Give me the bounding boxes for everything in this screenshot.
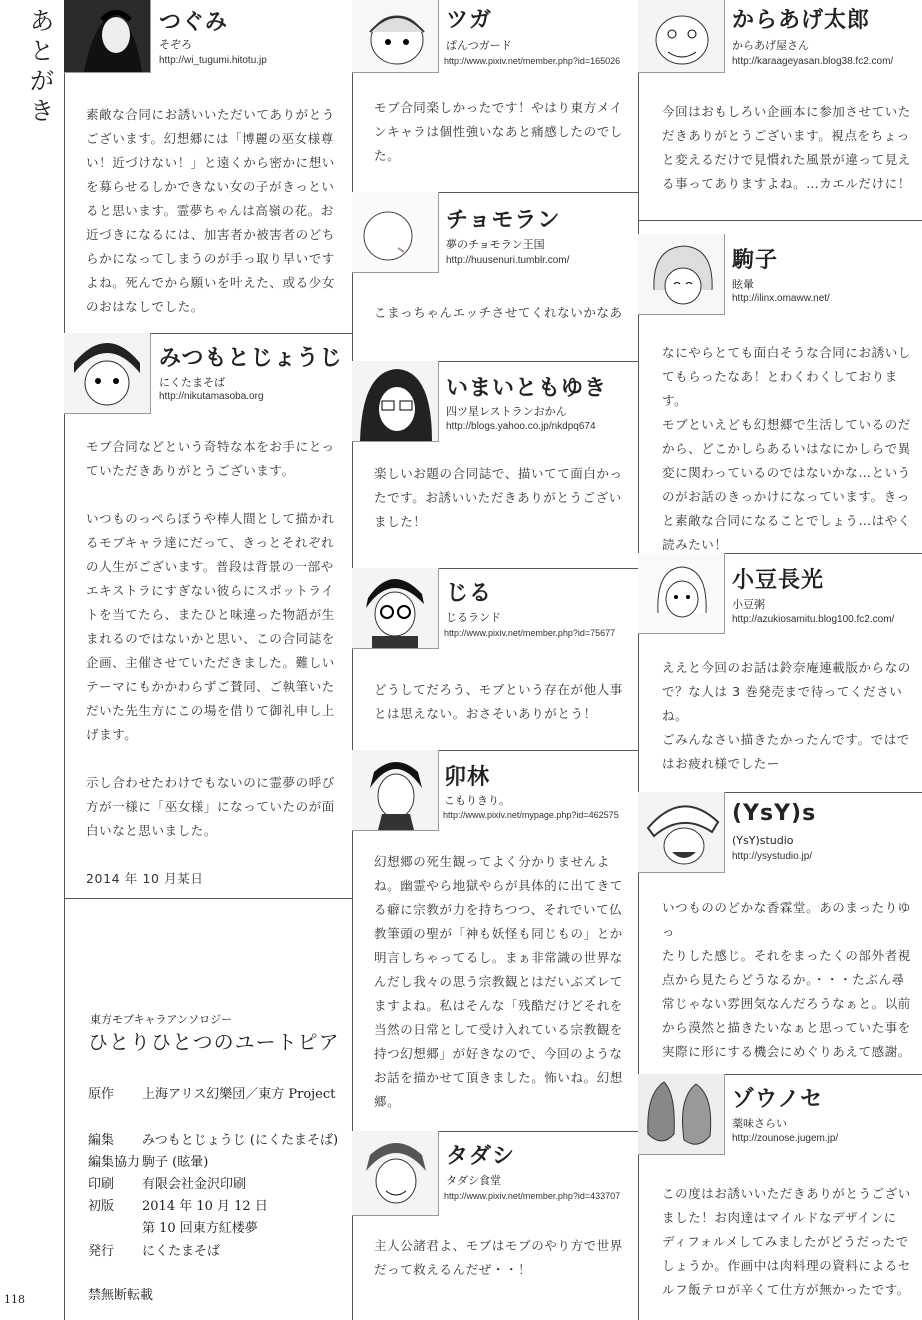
author-portrait-icon [638, 0, 725, 73]
contributor-name: ゾウノセ [732, 1087, 824, 1112]
circle-name: タダシ食堂 [446, 1174, 501, 1187]
contributor-url[interactable]: http://zounose.jugem.jp/ [732, 1133, 839, 1144]
colophon-row: 発行 にくたまそば [88, 1244, 221, 1259]
circle-name: 薬味さらい [732, 1117, 787, 1130]
comment-text: なにやらとても面白そうな合同にお誘いし てもらったなあ！とわくわくしております。 モブといえども幻想郷で生活しているのだ から、どこかしらあるいはなにかしらで異 変に関わっているのではないかな…という のがお話のきっかけになっています。きっ と素敵な合同になることでしょう…はやく 読みたい！ [662, 345, 911, 552]
book-series: 東方モブキャラアンソロジー [90, 1013, 233, 1026]
contributor-url[interactable]: http://nikutamasoba.org [159, 391, 264, 402]
book-title: ひとりひとつのユートピア [88, 1030, 340, 1054]
author-portrait-icon [638, 234, 725, 315]
contributor-url[interactable]: http://azukiosamitu.blog100.fc2.com/ [732, 614, 895, 625]
author-portrait-icon [352, 192, 439, 273]
circle-name: にくたまそば [159, 376, 225, 389]
comment-text: 素敵な合同にお誘いいただいてありがとう ございます。幻想郷には「博麗の巫女様尊 い！近づけない！」と遠くから密かに想い を募らせるしかできない女の子がきっとい ると思います。霊夢ちゃんは高嶺の花。お 近づきになるには、加害者か被害者のどち らかになってしまうのが手っ取り早いです よね。死んでから願いを叶えた、或る少女 のおはなしでした。 [86, 107, 335, 314]
comment-text: こまっちゃんエッチさせてくれないかなあ [374, 305, 623, 320]
meat-illustration-icon [638, 1074, 725, 1155]
contributor-url[interactable]: http://www.pixiv.net/member.php?id=433707 [444, 1191, 621, 1201]
contributor-name: 駒子 [732, 248, 779, 273]
circle-name: 小豆粥 [732, 598, 765, 611]
colophon-row: 原作 上海アリス幻樂団／東方 Project [88, 1087, 336, 1102]
author-portrait-icon [352, 568, 439, 649]
comment-text: 今回はおもしろい企画本に参加させていた だきありがとうございます。視点をちょっ と変えるだけで見慣れた風景が違って見え る事ってありますよね。…カエルだけに！ [662, 104, 911, 191]
author-portrait-icon [352, 1131, 439, 1216]
colophon-row: 第 10 回東方紅楼夢 [142, 1221, 258, 1236]
author-portrait-icon [64, 333, 151, 414]
colophon-row: 印刷 有限会社金沢印刷 [88, 1177, 247, 1192]
circle-name: 四ツ星レストランおかん [446, 405, 567, 418]
comment-text: モブ合同などという奇特な本をお手にとっ ていただきありがとうございます。 いつものっぺらぼうや棒人間として描かれ るモブキャラ達にだって、きっとそれぞれ の人生がございます。普段は背景の一部や エキストラにすぎない彼らにスポットライ トを当てたら、またひと味違った物語が生 まれるのではないかと思い、この合同誌を 企画、主催させていただきました。難しい テーマにもかかわらずご賛同、ご執筆いた だいた先生方にこの場を借りて御礼申し上 げます。 示し合わせたわけでもないのに霊夢の呼び 方が一様に「巫女様」になっていたのが面 白いなと思いました。 2014 年 10 月某日 [86, 439, 335, 886]
page-number: 118 [4, 1293, 25, 1306]
circle-name: じるランド [446, 611, 501, 624]
contributor-name: (YsY)s [732, 801, 817, 826]
author-portrait-icon [638, 553, 725, 634]
afterword-title: あ と が き [30, 7, 54, 125]
contributor-name: タダシ [446, 1144, 516, 1169]
contributor-url[interactable]: http://wi_tugumi.hitotu.jp [159, 55, 267, 66]
contributor-url[interactable]: http://huusenuri.tumblr.com/ [446, 255, 570, 266]
contributor-name: チョモラン [446, 208, 561, 233]
contributor-name: 小豆長光 [732, 568, 825, 593]
comment-text: 楽しいお題の合同誌で、描いてて面白かっ たです。お誘いいただきありがとうござい ました！ [374, 466, 623, 529]
colophon-row: 編集協力 駒子 (眩暈) [88, 1155, 209, 1170]
author-portrait-icon [352, 361, 439, 442]
contributor-name: じる [446, 581, 493, 606]
contributor-name: いまいともゆき [446, 376, 608, 401]
contributor-name: つぐみ [159, 10, 229, 35]
colophon-row: 編集 みつもとじょうじ (にくたまそば) [88, 1133, 339, 1148]
author-portrait-icon [638, 792, 725, 873]
contributor-name: みつもとじょうじ [159, 346, 343, 371]
circle-name: (YsY)studio [732, 834, 794, 847]
comment-text: 主人公諸君よ、モブはモブのやり方で世界 だって救えるんだぜ・・！ [374, 1238, 623, 1277]
circle-name: こもりきり。 [444, 794, 510, 807]
author-portrait-icon [64, 0, 151, 73]
comment-text: モブ合同楽しかったです！やはり東方メイ ンキャラは個性強いなあと痛感したのでし た。 [374, 100, 623, 163]
comment-text: いつもののどかな香霖堂。あのまったりゆっ たりした感じ。それをまったくの部外者視 点から見たらどうなるか。・・・たぶん尋 常じゃない雰囲気なんだろうなぁと。以前 から漠然と描きたいなぁと思っていた事を 実際に形にする機会にめぐりあえて感謝。 [662, 900, 911, 1059]
author-portrait-icon [352, 750, 439, 831]
comment-text: ええと今回のお話は鈴奈庵連載版からなの で？な人は 3 巻発売まで待ってくださいね。 ごみんなさい描きたかったんです。ではで はお疲れ様でしたー [662, 660, 911, 771]
contributor-url[interactable]: http://ilinx.omaww.net/ [732, 293, 830, 304]
colophon-row: 初版 2014 年 10 月 12 日 [88, 1199, 268, 1214]
comment-text: 幻想郷の死生観ってよく分かりませんよ ね。幽霊やら地獄やらが具体的に出てきて る癖に宗教が力を持ちつつ、それでいて仏 教筆頭の聖が「神も妖怪も同じもの」とか 明言しちゃってるし。まぁ非常識の世界な んだし我々の思う宗教観とはだいぶズレて ますよね。私はそんな「残酷だけどそれを 当然の日常として受け入れている宗教観を 持つ幻想郷」が好きなので、今回のような お話を描かせて頂きました。怖いね。幻想 郷。 [374, 854, 623, 1109]
contributor-url[interactable]: http://www.pixiv.net/member.php?id=75677 [444, 628, 616, 638]
contributor-url[interactable]: http://blogs.yahoo.co.jp/nkdpq674 [446, 421, 596, 432]
column-right [638, 0, 922, 1320]
author-portrait-icon [352, 0, 439, 73]
contributor-url[interactable]: http://www.pixiv.net/member.php?id=165026 [444, 56, 621, 66]
circle-name: 夢のチョモラン王国 [446, 238, 545, 251]
contributor-url[interactable]: http://ysystudio.jp/ [732, 851, 813, 862]
circle-name: そぞろ [159, 38, 192, 51]
comment-text: どうしてだろう、モブという存在が他人事 とは思えない。おさそいありがとう！ [374, 682, 623, 721]
circle-name: ぱんつガード [446, 39, 512, 52]
copyright-notice: 禁無断転載 [88, 1288, 154, 1303]
comment-text: この度はお誘いいただきありがとうござい ました！お肉達はマイルドなデザインに ディフォルメしてみましたがどうだったで しょうか。作画中は肉料理の資料によるセ ルフ飯テロが辛くて仕方が無かったです。 [662, 1186, 911, 1297]
contributor-url[interactable]: http://karaageyasan.blog38.fc2.com/ [732, 56, 894, 67]
column-left [64, 0, 352, 1320]
column-middle [352, 0, 638, 1320]
contributor-name: からあげ太郎 [732, 8, 871, 33]
circle-name: からあげ屋さん [732, 39, 809, 52]
circle-name: 眩暈 [732, 278, 754, 291]
contributor-name: ツガ [446, 8, 493, 33]
contributor-url[interactable]: http://www.pixiv.net/mypage.php?id=462575 [443, 810, 619, 820]
contributor-name: 卯林 [444, 765, 491, 790]
